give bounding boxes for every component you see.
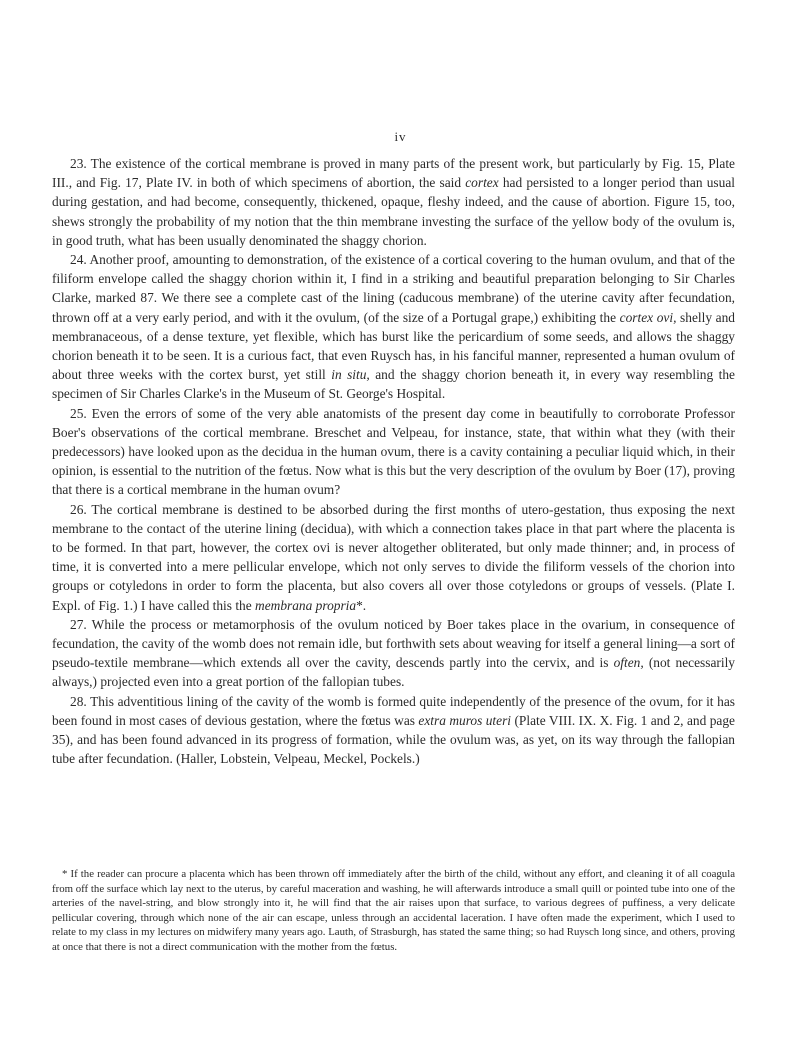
paragraph-text: *. bbox=[356, 597, 367, 613]
paragraph-text: 26. The cortical membrane is destined to be absorbed during the first months of utero-gestation, thus exposing the next membrane to the contact of the uterine lining (decidua), with which a connection takes place in that part where the placenta is to be formed. In that part, however, the cortex ovi is never altogether obliterated, but only made thinner; and, in process of time, it is converted into a mere pellicular envelope, which not only serves to divide the filiform vessels of the chorion into groups or cotyledons in order to form the placenta, but also covers all over those cotyledons or groups of vessels. (Plate I. Expl. of Fig. 1.) I have called this the bbox=[52, 501, 735, 613]
paragraph-italic: often, bbox=[613, 655, 644, 671]
paragraph-italic: in situ, bbox=[331, 367, 370, 383]
paragraph-text: 23. The existence of the cortical membrane is proved in many parts of the present work, but particularly by Fig. 15, Plate III., and Fig. 17, Plate IV. in both of which specimens of abortion, the said bbox=[52, 156, 735, 191]
paragraph-text: shelly and membranaceous, of a dense texture, yet flexible, which has burst like the pericardium of some seeds, and allows the shaggy chorion beneath it to be seen. It is a curious fact, that even Ruysch has, in his fanciful manner, represented a human ovulum of about three weeks with the cortex burst, yet still bbox=[52, 309, 735, 383]
paragraph-italic: cortex ovi, bbox=[619, 309, 677, 325]
paragraph-28 bbox=[52, 692, 735, 769]
paragraph-text: 28. This adventitious lining of the cavity of the womb is formed quite independently of the presence of the ovum, for it has been found in most cases of devious gestation, where the fœtus was bbox=[52, 693, 735, 728]
paragraph-26 bbox=[52, 500, 735, 615]
paragraph-text: (not necessarily always,) projected even into a great portion of the fallopian tubes. bbox=[52, 655, 735, 690]
paragraph-text: 27. While the process or metamorphosis of the ovulum noticed by Boer takes place in the ovarium, in consequence of fecundation, the cavity of the womb does not remain idle, but forthwith sets about weaving for itself a general lining—a sort of pseudo-textile membrane—which extends all over the cavity, descends partly into the cervix, and is bbox=[52, 616, 735, 671]
paragraph-text: 24. Another proof, amounting to demonstration, of the existence of a cortical covering to the human ovulum, and that of the filiform envelope called the shaggy chorion within it, I find in a striking and beautiful preparation belonging to Sir Charles Clarke, marked 87. We there see a complete cast of the lining (caducous membrane) of the uterine cavity after fecundation, thrown off at a very early period, and with it the ovulum, (of the size of a Portugal grape,) exhibiting the bbox=[52, 252, 735, 325]
paragraph-text: 25. Even the errors of some of the very able anatomists of the present day come in beautifully to corroborate Professor Boer's observations of the cortical membrane. Breschet and Velpeau, for instance, state, that within what they (with their predecessors) have looked upon as the decidua in the human ovum, there is a cavity containing a peculiar liquid which, in their opinion, is essential to the nutrition of the fœtus. Now what is this but the very description of the ovulum by Boer (17), proving that there is a cortical membrane in the human ovum? bbox=[52, 405, 735, 498]
paragraph-text: had persisted to a longer period than usual during gestation, and had become, consequently, thickened, opaque, fleshy indeed, and the cause of abortion. Figure 15, too, shews strongly the probability of my notion that the thin membrane investing the surface of the yellow body of the ovulum is, in good truth, what has been usually denominated the shaggy chorion. bbox=[52, 175, 735, 248]
paragraph-27 bbox=[52, 615, 735, 692]
paragraph-23 bbox=[52, 154, 735, 250]
paragraph-italic: membrana propria bbox=[255, 597, 357, 613]
paragraph-25 bbox=[52, 404, 735, 500]
paragraph-text: (Plate VIII. IX. X. Fig. 1 and 2, and page 35), and has been found advanced in its progress of formation, while the ovulum was, as yet, on its way through the fallopian tube after fecundation. (Haller, Lobstein, Velpeau, Meckel, Pockels.) bbox=[52, 712, 735, 767]
page-number: iv bbox=[394, 129, 407, 144]
paragraph-text: and the shaggy chorion beneath it, in every way resembling the specimen of Sir Charles Clarke's in the Museum of St. George's Hospital. bbox=[52, 367, 735, 402]
footnote-text: * If the reader can procure a placenta which has been thrown off immediately after the birth of the child, without any effort, and cleaning it of all coagula from off the surface which lay next to the uterus, by careful maceration and washing, he will afterwards introduce a small quill or pointed tube into one of the arteries of the navel-string, and blow strongly into it, he will find that the air raises upon that surface, to various degrees of puffiness, a very delicate pellicular covering, through which none of the air can escape, unless through an accidental laceration. I have often made the experiment, which I used to relate to my class in my lectures on midwifery many years ago. Lauth, of Strasburgh, has stated the same thing; so had Ruysch long since, and others, proving at once that there is not a direct communication with the mother from the fœtus. bbox=[52, 868, 735, 953]
paragraph-italic: cortex bbox=[465, 175, 499, 191]
body-text bbox=[52, 154, 735, 769]
paragraph-24 bbox=[52, 250, 735, 404]
paragraph-italic: extra muros uteri bbox=[418, 712, 512, 728]
footnote bbox=[52, 867, 735, 955]
